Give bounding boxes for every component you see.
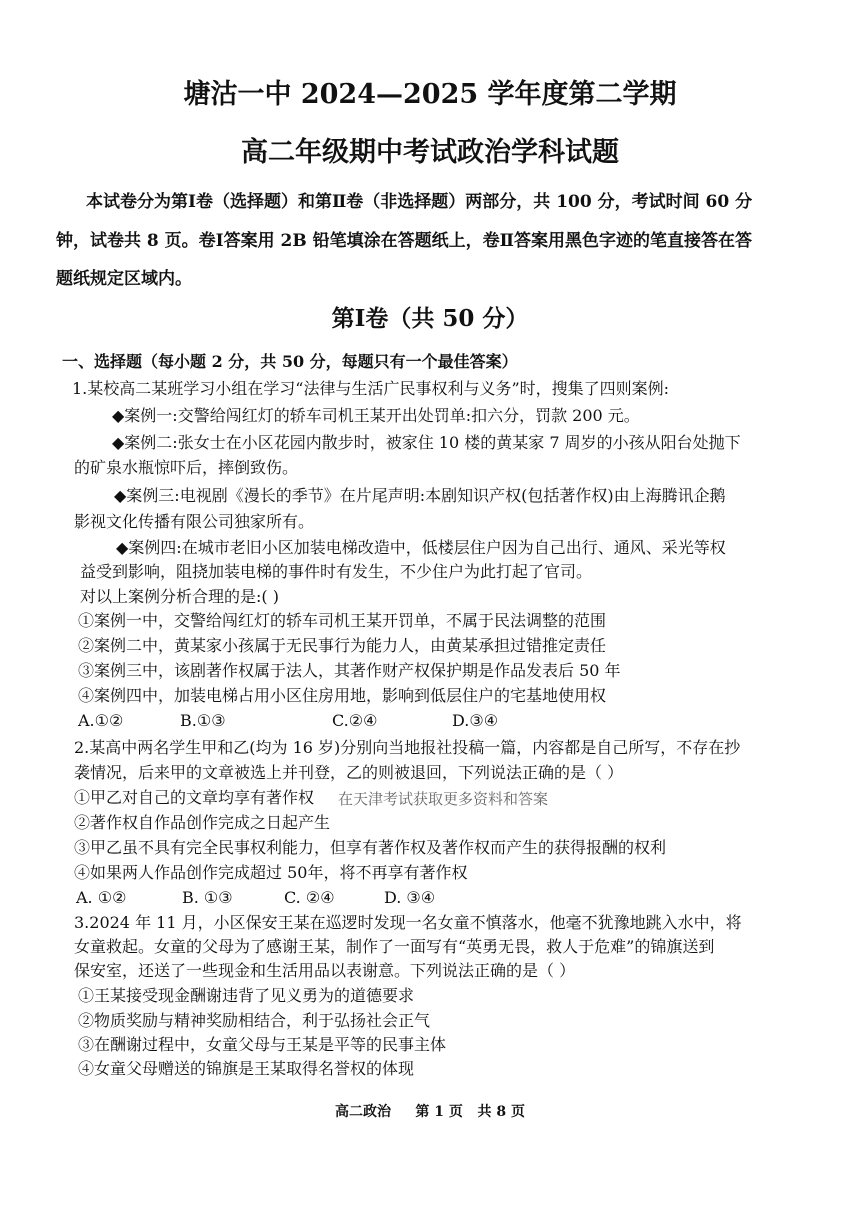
q1-option-3: ③案例三中，该剧著作权属于法人，其著作财产权保护期是作品发表后 50 年 (78, 661, 621, 680)
q2-option-4: ④如果两人作品创作完成超过 50年，将不再享有著作权 (74, 863, 468, 882)
footer-total-pages: 共 8 页 (477, 1104, 525, 1120)
q3-option-1: ①王某接受现金酬谢违背了见义勇为的道德要求 (78, 986, 415, 1005)
q1-case-2-cont: 的矿泉水瓶惊吓后，摔倒致伤。 (74, 458, 299, 477)
q1-stem: 1.某校高二某班学习小组在学习“法律与生活广民事权利与义务”时，搜集了四则案例: (72, 379, 670, 398)
q3-option-3: ③在酬谢过程中，女童父母与王某是平等的民事主体 (78, 1035, 447, 1054)
q2-stem-cont: 袭情况，后来甲的文章被选上并刊登，乙的则被退回，下列说法正确的是（ ） (74, 763, 624, 782)
q1-option-4: ④案例四中，加装电梯占用小区住房用地，影响到低层住户的宅基地使用权 (78, 686, 607, 705)
intro-line-1: 本试卷分为第Ⅰ卷（选择题）和第Ⅱ卷（非选择题）两部分，共 100 分，考试时间 60 分 (86, 192, 753, 212)
q2-choice-a: A. ①② (76, 888, 127, 907)
footer-page-number: 第 1 页 (415, 1104, 463, 1120)
q2-choice-b: B. ①③ (182, 888, 233, 907)
q2-option-3: ③甲乙虽不具有完全民事权利能力，但享有著作权及著作权而产生的获得报酬的权利 (74, 838, 667, 857)
q2-option-2: ②著作权自作品创作完成之日起产生 (74, 813, 331, 832)
page-footer (0, 1100, 860, 1124)
footer-subject: 高二政治 (335, 1104, 391, 1120)
watermark-text: 在天津考试获取更多资料和答案 (338, 790, 549, 808)
q1-case-1: ◆案例一:交警给闯红灯的轿车司机王某开出处罚单:扣六分，罚款 200 元。 (112, 406, 640, 425)
q1-choice-a: A.①② (78, 711, 124, 730)
q1-ask: 对以上案例分析合理的是:( ) (80, 587, 279, 606)
q1-choice-d: D.③④ (452, 711, 499, 730)
q2-stem: 2.某高中两名学生甲和乙(均为 16 岁)分别向当地报社投稿一篇，内容都是自己所写，不存在抄 (74, 738, 741, 757)
intro-line-3: 题纸规定区域内。 (56, 269, 192, 289)
q1-choice-c: C.②④ (332, 711, 378, 730)
q1-choice-b: B.①③ (180, 711, 226, 730)
section-instruction: 一、选择题（每小题 2 分，共 50 分，每题只有一个最佳答案） (62, 352, 518, 371)
q1-case-4-cont: 益受到影响，阻挠加装电梯的事件时有发生，不少住户为此打起了官司。 (80, 562, 593, 581)
exam-subtitle: 高二年级期中考试政治学科试题 (241, 137, 619, 168)
q3-option-4: ④女童父母赠送的锦旗是王某取得名誉权的体现 (78, 1059, 415, 1078)
q1-option-1: ①案例一中，交警给闯红灯的轿车司机王某开罚单，不属于民法调整的范围 (78, 611, 607, 630)
q3-option-2: ②物质奖励与精神奖励相结合，利于弘扬社会正气 (78, 1011, 431, 1030)
q1-case-4: ◆案例四:在城市老旧小区加装电梯改造中，低楼层住户因为自己出行、通风、采光等权 (116, 538, 726, 557)
q1-case-3-cont: 影视文化传播有限公司独家所有。 (74, 512, 315, 531)
intro-line-2: 钟，试卷共 8 页。卷Ⅰ答案用 2B 铅笔填涂在答题纸上，卷Ⅱ答案用黑色字迹的笔直接答在答 (56, 231, 752, 251)
q3-stem-cont-2: 保安室，还送了一些现金和生活用品以表谢意。下列说法正确的是（ ） (74, 961, 576, 980)
q3-stem-cont-1: 女童救起。女童的父母为了感谢王某，制作了一面写有“英勇无畏，救人于危难”的锦旗送到 (74, 937, 715, 956)
q2-choice-d: D. ③④ (384, 888, 436, 907)
q2-option-1: ①甲乙对自己的文章均享有著作权 (74, 788, 315, 807)
q1-option-2: ②案例二中，黄某家小孩属于无民事行为能力人，由黄某承担过错推定责任 (78, 636, 607, 655)
q1-case-3: ◆案例三:电视剧《漫长的季节》在片尾声明:本剧知识产权(包括著作权)由上海腾讯企鹅 (114, 486, 726, 505)
section-title: 第Ⅰ卷（共 50 分） (331, 305, 529, 332)
exam-title: 塘沽一中 2024—2025 学年度第二学期 (183, 79, 677, 110)
q1-case-2: ◆案例二:张女士在小区花园内散步时，被家住 10 楼的黄某家 7 周岁的小孩从阳台处抛下 (112, 433, 741, 452)
q3-stem: 3.2024 年 11 月，小区保安王某在巡逻时发现一名女童不慎落水，他毫不犹豫地跳入水中，将 (74, 913, 742, 932)
q2-choice-c: C. ②④ (284, 888, 335, 907)
